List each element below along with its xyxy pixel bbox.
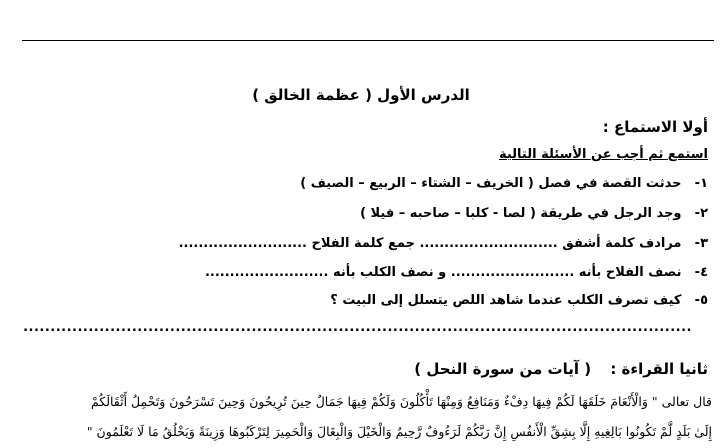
verse-line-2: إِلَىٰ بَلَدٍ لَّمْ تَكُونُوا بَالِغِيهِ إِلَّا بِشِقِّ الْأَنفُسِ إِنَّ رَبَّكُمْ لَرَءُوفٌ رَّحِيمٌ وَالْخَيْلَ وَالْبِغَالَ وَالْحَمِيرَ لِتَرْكَبُوهَا وَزِينَةً وَيَخْلُقُ مَا لَا تَعْلَمُونَ " [86, 424, 712, 439]
question-3 [179, 236, 708, 251]
question-text: وجد الرجل في طريقة ( لصا - كلبا – صاحبه – فيلا ) [360, 206, 682, 221]
question-2 [360, 206, 708, 221]
question-number: ٤- [694, 265, 708, 280]
question-number: ٥- [694, 293, 708, 308]
question-5 [330, 293, 708, 308]
reading-subtitle: ( آيات من سورة النحل ) [414, 360, 592, 378]
listening-instruction: استمع ثم أجب عن الأسئلة التالية [498, 147, 708, 162]
reading-heading: ثانيا القراءة : [610, 360, 708, 378]
lesson-title: الدرس الأول ( عظمة الخالق ) [252, 86, 470, 104]
question-number: ٢- [694, 206, 708, 221]
question-text: نصف الفلاح بأنه ......................... و نصف الكلب بأنه ......................... [204, 265, 682, 280]
question-4 [205, 265, 708, 280]
question-text: كيف تصرف الكلب عندما شاهد اللص يتسلل إلى البيت ؟ [330, 293, 682, 308]
listening-heading: أولا الاستماع : [602, 118, 708, 136]
answer-line: ........................................................................................................................... [23, 320, 692, 335]
verse-line-1: قال تعالى " وَالْأَنْعَامَ خَلَقَهَا لَكُمْ فِيهَا دِفْءٌ وَمَنَافِعُ وَمِنْهَا تَأْكُلُونَ وَلَكُمْ فِيهَا جَمَالٌ حِينَ تُرِيحُونَ وَحِينَ تَسْرَحُونَ وَتَحْمِلُ أَثْقَالَكُمْ [90, 394, 712, 409]
question-1 [300, 176, 708, 191]
question-text: حدثت القصة في فصل ( الخريف – الشتاء – الربيع – الصيف ) [300, 176, 682, 191]
top-answer-line [22, 40, 714, 41]
reading-heading-row [414, 360, 708, 378]
question-text: مرادف كلمة أشفق ............................ جمع كلمة الفلاح .......................... [178, 236, 682, 251]
question-number: ٣- [694, 236, 708, 251]
question-number: ١- [694, 176, 708, 191]
